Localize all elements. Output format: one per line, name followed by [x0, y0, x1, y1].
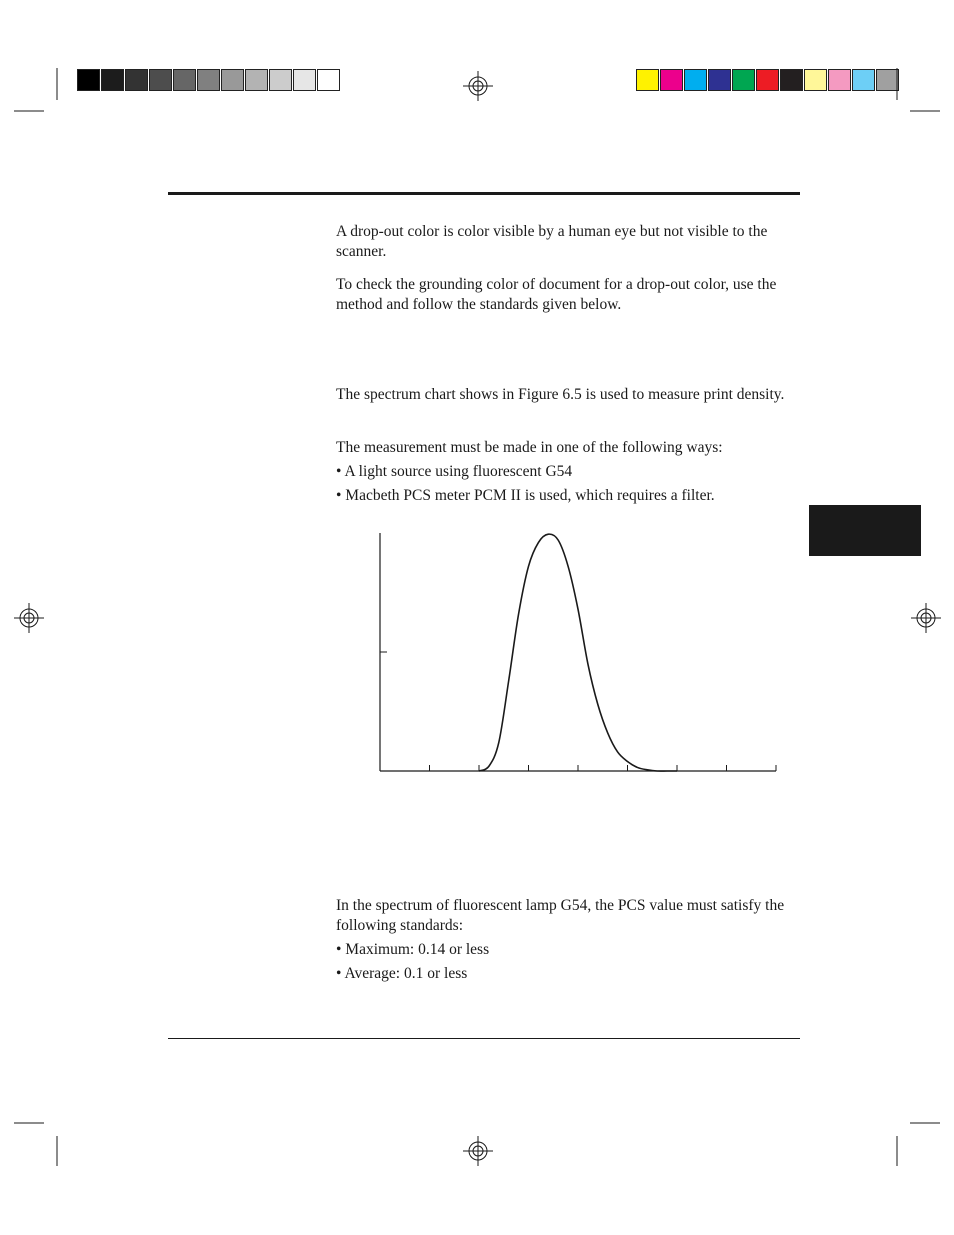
- header-rule: [168, 192, 800, 195]
- bullet-light-source: • A light source using fluorescent G54: [336, 463, 573, 480]
- bullet-macbeth-meter: • Macbeth PCS meter PCM II is used, which requires a filter.: [336, 487, 715, 504]
- paragraph-check-method: To check the grounding color of document for a drop-out color, use the method and follow the standards given below.: [336, 276, 777, 313]
- chapter-tab: [809, 505, 921, 556]
- registration-target-icon: [463, 71, 493, 101]
- registration-target-icon: [463, 1136, 493, 1166]
- spectrum-curve: [479, 534, 677, 771]
- registration-target-icon: [14, 603, 44, 633]
- paragraph-pcs-standards: In the spectrum of fluorescent lamp G54, the PCS value must satisfy the following standards:: [336, 897, 785, 934]
- paragraph-dropout-definition: A drop-out color is color visible by a human eye but not visible to the scanner.: [336, 223, 768, 260]
- footer-rule: [168, 1038, 800, 1039]
- paragraph-measurement-ways: The measurement must be made in one of the following ways:: [336, 439, 723, 456]
- bullet-maximum: • Maximum: 0.14 or less: [336, 941, 490, 958]
- paragraph-spectrum-chart: The spectrum chart shows in Figure 6.5 is used to measure print density.: [336, 386, 785, 403]
- registration-target-icon: [911, 603, 941, 633]
- spectrum-chart: [370, 528, 790, 778]
- bullet-average: • Average: 0.1 or less: [336, 965, 468, 982]
